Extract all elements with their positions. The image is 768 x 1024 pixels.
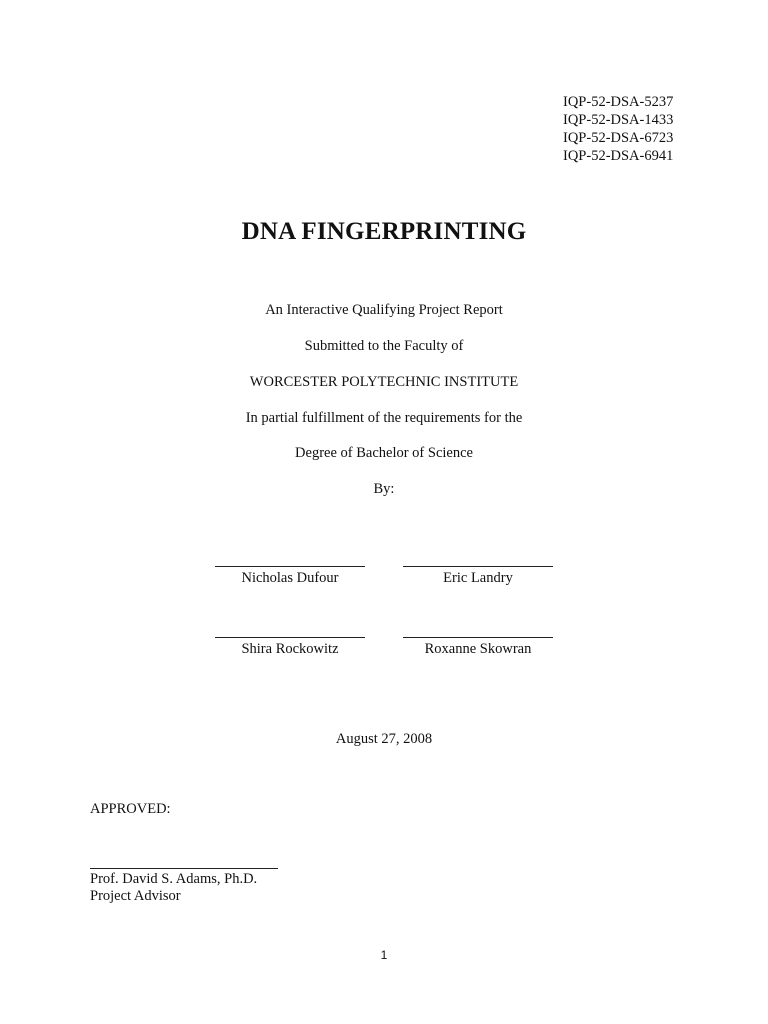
institution-name: WORCESTER POLYTECHNIC INSTITUTE bbox=[249, 374, 519, 390]
author-name: Nicholas Dufour bbox=[241, 570, 339, 586]
advisor-title: Project Advisor bbox=[90, 888, 181, 904]
project-id: IQP-52-DSA-1433 bbox=[563, 112, 674, 128]
author-name: Shira Rockowitz bbox=[241, 641, 339, 657]
signature-line bbox=[403, 566, 553, 567]
page-number: 1 bbox=[380, 948, 388, 962]
signature-line bbox=[215, 566, 365, 567]
project-id: IQP-52-DSA-5237 bbox=[563, 94, 674, 110]
author-signature bbox=[402, 566, 554, 587]
submitted-to: Submitted to the Faculty of bbox=[304, 338, 464, 354]
signature-line bbox=[90, 868, 278, 869]
project-id-list bbox=[563, 93, 673, 165]
signature-line bbox=[215, 637, 365, 638]
advisor-signature bbox=[90, 868, 278, 905]
signature-line bbox=[403, 637, 553, 638]
author-signature bbox=[214, 566, 366, 587]
by-label: By: bbox=[373, 481, 395, 497]
project-id: IQP-52-DSA-6941 bbox=[563, 148, 674, 164]
author-signature bbox=[402, 637, 554, 658]
author-name: Eric Landry bbox=[443, 570, 513, 586]
fulfillment-statement: In partial fulfillment of the requirements for the bbox=[245, 410, 523, 426]
document-title: DNA FINGERPRINTING bbox=[241, 218, 527, 245]
report-type: An Interactive Qualifying Project Report bbox=[265, 302, 503, 318]
approved-label: APPROVED: bbox=[90, 801, 171, 817]
advisor-name: Prof. David S. Adams, Ph.D. bbox=[90, 871, 258, 887]
author-signature bbox=[214, 637, 366, 658]
report-date: August 27, 2008 bbox=[335, 731, 433, 747]
degree-statement: Degree of Bachelor of Science bbox=[295, 445, 473, 461]
project-id: IQP-52-DSA-6723 bbox=[563, 130, 674, 146]
author-name: Roxanne Skowran bbox=[424, 641, 532, 657]
